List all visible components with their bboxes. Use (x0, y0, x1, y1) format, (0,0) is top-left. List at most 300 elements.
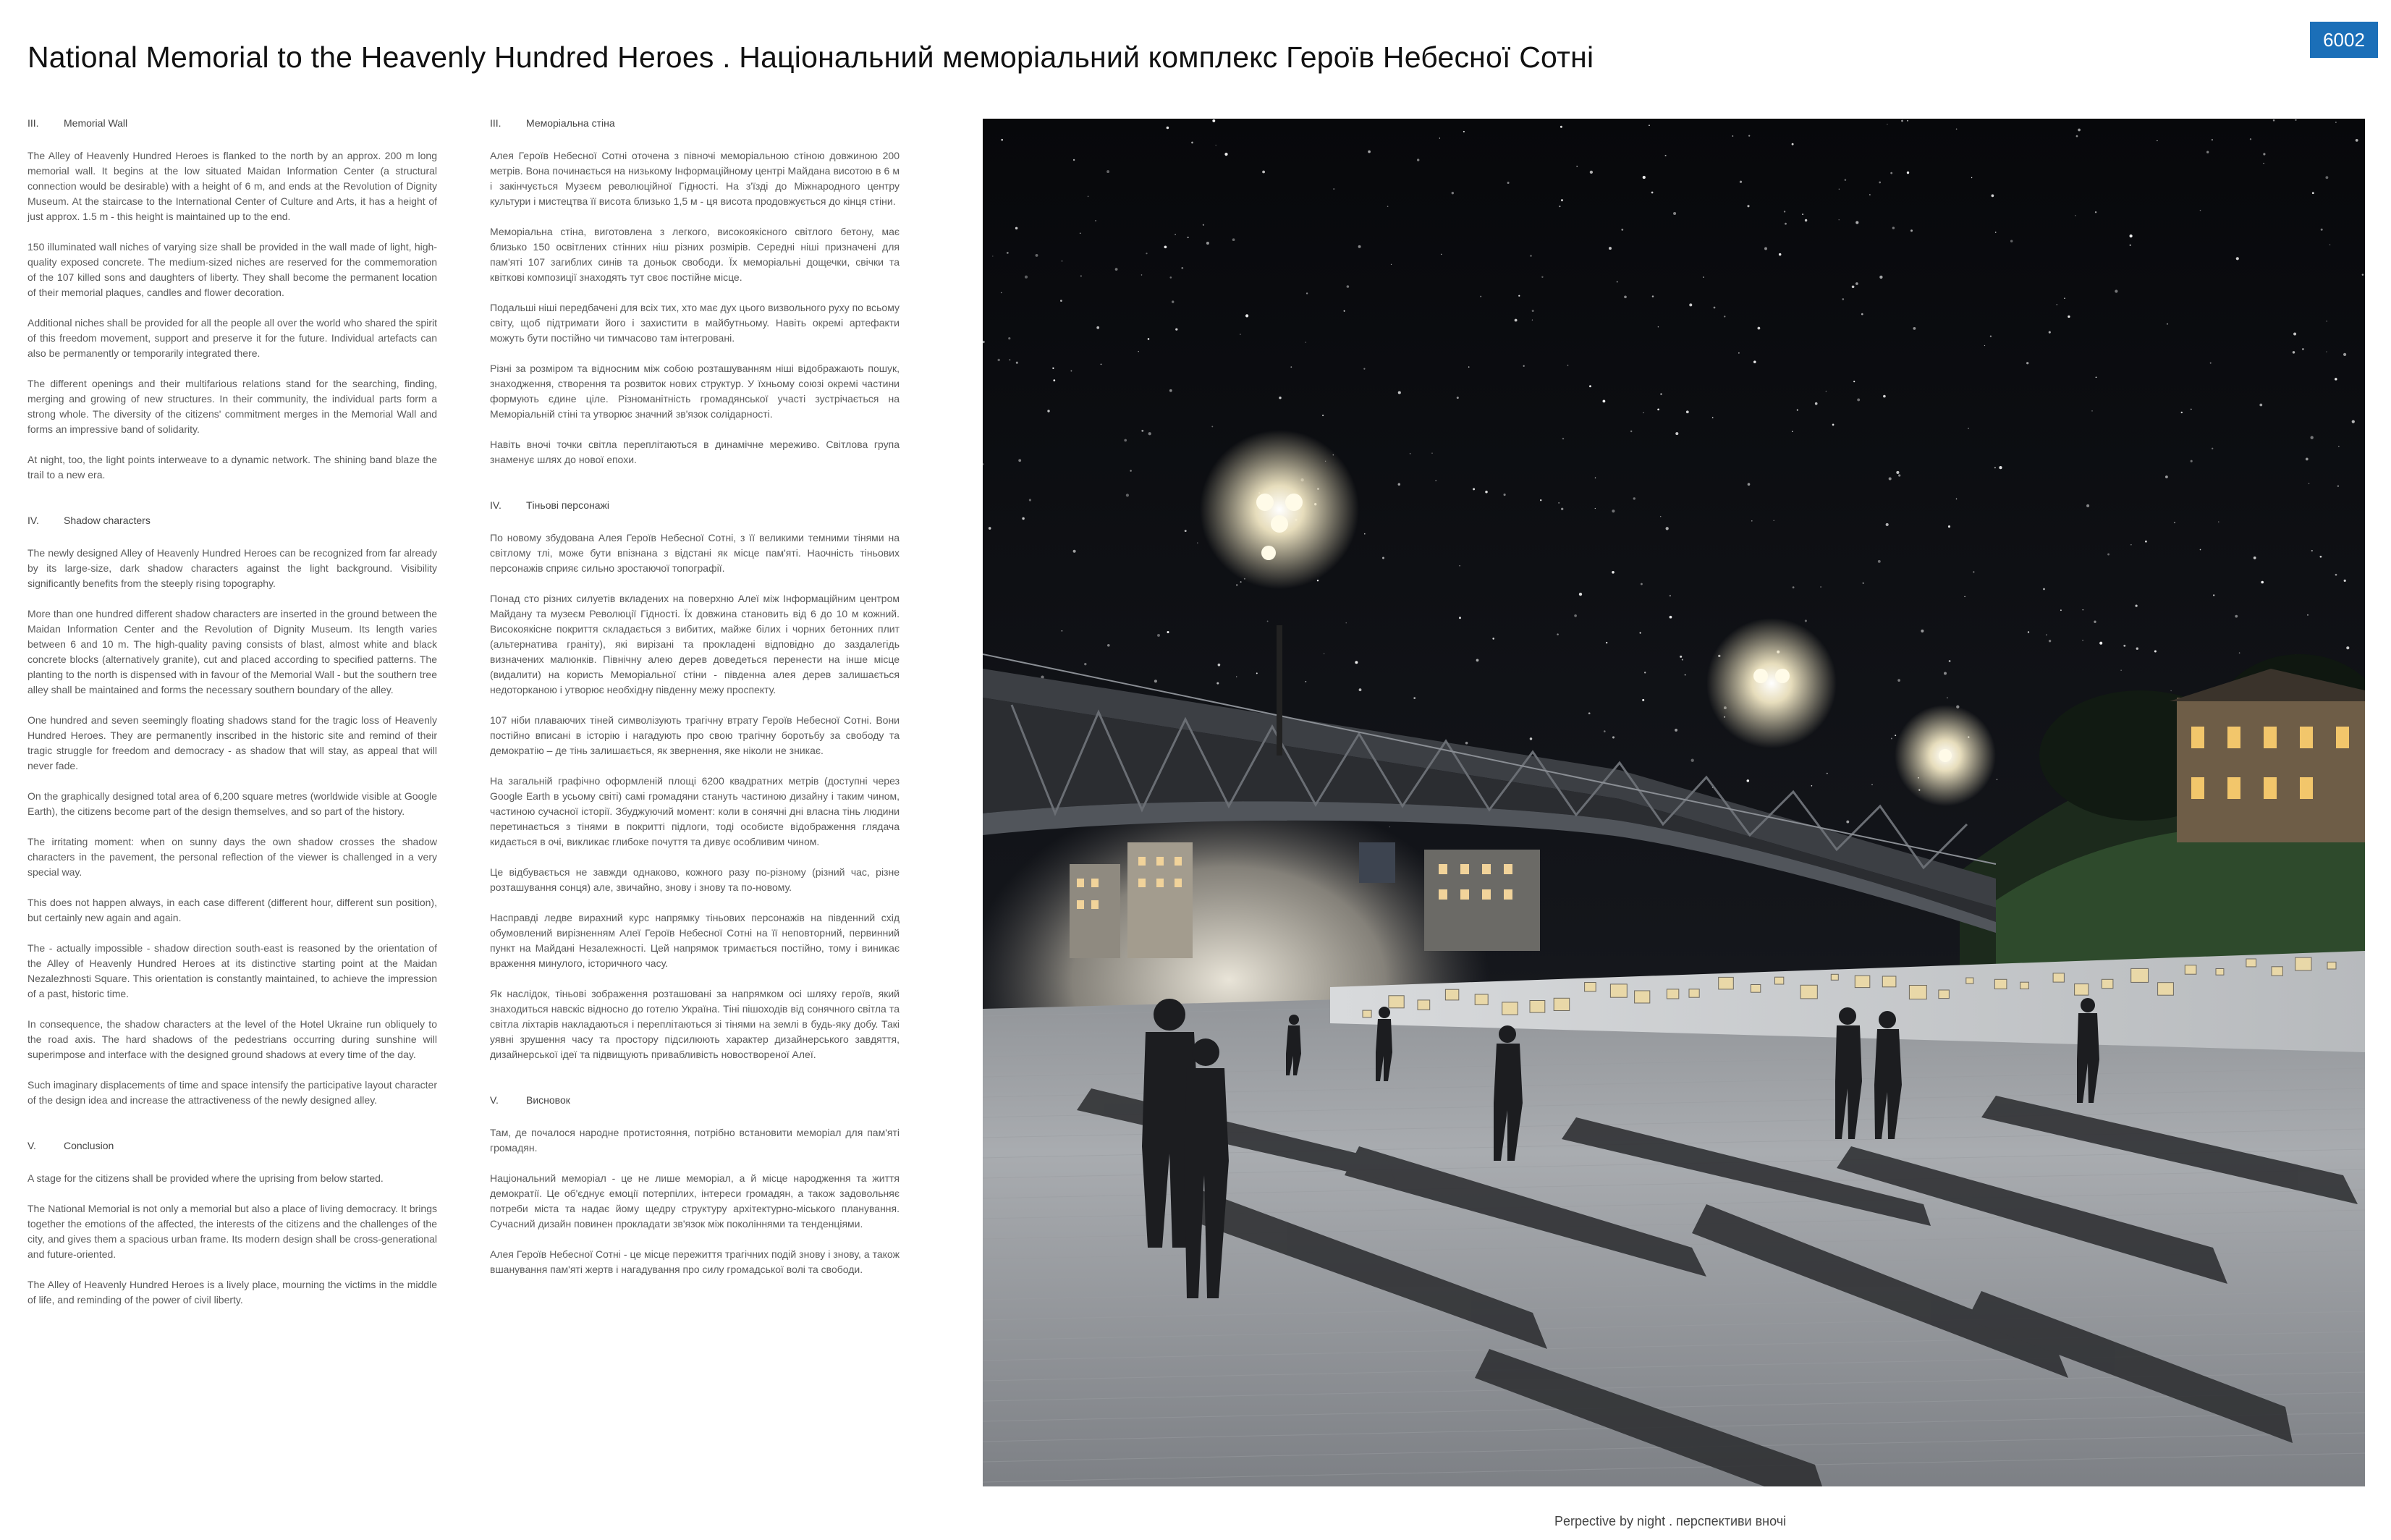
star (2075, 215, 2076, 216)
star (1523, 365, 1525, 367)
star (1892, 227, 1895, 229)
star (1949, 660, 1951, 662)
star (2010, 240, 2013, 242)
star (2135, 604, 2137, 606)
paragraph: The different openings and their multifarious relations stand for the searching, finding, merging and growing of new structures. In their community, the individual parts form a strong whole. The diversity of the citizens' commitment merges in the Memorial Wall and forms an impressive band of solidarity. (27, 378, 437, 435)
star (1802, 213, 1803, 215)
star (1355, 661, 1358, 664)
star (1649, 124, 1650, 126)
paragraph: Національний меморіал - це не лише меморіал, а й місце народження та життя демократії. Це об'єднує емоції потерпілих, інтереси громадян, а також задовольняє потреби міста та надає йому щедру структуру архітектурно-міського планування. Сучасний дизайн повинен прокладати зв'язок між поколіннями та тенденціями. (490, 1172, 900, 1230)
section-number: V. (27, 1140, 36, 1151)
star (1029, 499, 1031, 501)
star (1518, 295, 1520, 297)
star (1218, 664, 1221, 667)
star (2362, 274, 2364, 276)
star (1792, 431, 1793, 432)
star (1826, 391, 1827, 392)
star (2239, 652, 2240, 653)
paragraph: This does not happen always, in each case different (different hour, different sun position), but certainly new again and again. (27, 897, 437, 923)
star (2049, 640, 2051, 642)
wall-niche (1689, 989, 1699, 997)
paragraph: 107 ніби плаваючих тіней символізують трагічну втрату Героїв Небесної Сотні. Вони постійно вписані в історію і нагадують про свою трагічну боротьбу за свободу та демократію – де тінь залишається, як звернення, яке ніколи не зникає. (490, 714, 900, 756)
wall-niche (1363, 1010, 1371, 1018)
star (2273, 119, 2275, 122)
star (1913, 327, 1916, 330)
wall-niche (2158, 983, 2174, 996)
star (1682, 659, 1683, 661)
star (1878, 560, 1881, 563)
star (1871, 784, 1872, 785)
paragraph: На загальній графічно оформленій площі 6200 квадратних метрів (доступні через Google Earth в усьому світі) самі громадяни стануть частиною дизайну і таким чином, частиною сучасної історії. Збуджуючий момент: коли в сонячні дні власна тінь людини перетинається з тінями в покритті підлоги, тоді особисте відображення глядача кидається в очі, викликає глибоке почуття та дивує особливим чином. (490, 775, 900, 847)
star (1346, 622, 1347, 623)
page-title: National Memorial to the Heavenly Hundred Heroes . Національний меморіальний комплекс Героїв Небесної Сотні (27, 41, 1594, 74)
star (2094, 621, 2096, 623)
star (1948, 525, 1950, 528)
star (1410, 453, 1411, 454)
star (1612, 736, 1615, 738)
star (1839, 189, 1840, 190)
star (1492, 638, 1494, 640)
star (2235, 615, 2238, 618)
paragraph: Additional niches shall be provided for all the people all over the world who shared the spirit of this freedom movement, support and preserve it for the future. Individual artefacts can also be permanently or temporarily integrated there. (27, 317, 437, 359)
star (1560, 126, 1562, 128)
star (2043, 588, 2045, 591)
star (1107, 644, 1110, 647)
star (1797, 410, 1798, 411)
star (2167, 323, 2168, 325)
section-number: III. (27, 117, 39, 129)
city-building (1070, 864, 1120, 958)
paragraph: 150 illuminated wall niches of varying size shall be provided in the wall made of light, high-quality exposed concrete. The medium-sized niches are reserved for the commemoration of the 107 killed sons and daughters of liberty. They shall become the permanent location of their memorial plaques, candles and flower decoration. (27, 241, 437, 298)
paragraph: Алея Героїв Небесної Сотні - це місце пережиття трагічних подій знову і знову, а також вшанування пам'яті жертв і нагадування про силу громадської волі та свободи. (490, 1248, 900, 1275)
star (1095, 220, 1096, 221)
star (1670, 595, 1671, 596)
star (1898, 474, 1900, 476)
star (2295, 119, 2296, 121)
star (1232, 238, 1235, 241)
star (1435, 480, 1436, 481)
star (1062, 261, 1063, 262)
star (1863, 583, 1864, 584)
wall-niche (2216, 969, 2224, 976)
star (1992, 195, 1994, 198)
paragraph: The National Memorial is not only a memorial but also a place of living democracy. It brings together the emotions of the affected, the interests of the citizens and the challenges of the city, and gives them a spacious urban frame. Its modern design shall be cross-generational and future-oriented. (27, 1203, 437, 1260)
star (2049, 331, 2051, 334)
star (1126, 494, 1129, 496)
star (2306, 458, 2309, 461)
wall-niche (1994, 979, 2007, 989)
star (1855, 221, 1858, 224)
star (1382, 557, 1384, 559)
star (1602, 399, 1605, 402)
star (1907, 172, 1909, 174)
star (1910, 229, 1913, 232)
star (1530, 255, 1532, 257)
star (2154, 650, 2157, 652)
star (1642, 699, 1644, 701)
star (1747, 779, 1750, 782)
star (1172, 300, 1174, 302)
star (1561, 508, 1563, 510)
wall-niche (1418, 1000, 1430, 1010)
star (1853, 381, 1855, 382)
star (1452, 192, 1454, 194)
wall-niche (2295, 957, 2311, 970)
star (1185, 530, 1187, 532)
star (1651, 192, 1654, 194)
star (2191, 460, 2193, 462)
wall-niche (1775, 977, 1784, 984)
star (1633, 497, 1635, 499)
star (992, 255, 993, 256)
section-heading (27, 1138, 437, 1154)
star (1857, 398, 1860, 401)
star (1558, 502, 1560, 504)
star (1070, 371, 1072, 372)
star (1398, 483, 1401, 486)
star (1815, 402, 1818, 405)
star (1712, 417, 1714, 418)
section-memorial-wall-ua (490, 116, 900, 468)
star (1896, 471, 1899, 474)
star (1738, 352, 1740, 354)
star (2254, 557, 2256, 559)
star (1621, 229, 1623, 231)
star (1124, 439, 1127, 442)
star (1612, 571, 1615, 574)
star (1459, 617, 1461, 619)
star (1322, 415, 1324, 416)
star (1541, 276, 1543, 278)
star (2261, 581, 2264, 584)
star (2335, 122, 2337, 123)
star (2311, 550, 2313, 551)
star (1256, 672, 1258, 674)
star (1947, 697, 1948, 698)
paragraph: Різні за розміром та відносним між собою розташуванням ніші відображають пошук, знаходження, створення та розвиток нових структур. У їхньому союзі окремі частини формують єдине ціле. Різноманітність громадянської участі зустрічається на Меморіальній стіні та утворює значний зв'язок солідарності. (490, 363, 900, 420)
wall-niche (1554, 998, 1570, 1010)
paragraph: Там, де почалося народне протистояння, потрібно встановити меморіал для пам'яті громадян. (490, 1127, 900, 1154)
star (1175, 234, 1176, 235)
star (1197, 542, 1198, 543)
star (1476, 659, 1479, 662)
star (1096, 326, 1099, 329)
building-right (2177, 698, 2365, 842)
star (2250, 138, 2251, 140)
section-shadow-characters-ua (490, 498, 900, 1062)
star (1368, 151, 1371, 153)
star (1609, 247, 1612, 250)
star (1883, 395, 1886, 398)
star (1212, 119, 1215, 122)
star (2099, 642, 2102, 645)
star (1990, 336, 1992, 337)
star (1557, 633, 1559, 635)
paragraph: The - actually impossible - shadow direction south-east is reasoned by the orientation of the Alley of Heavenly Hundred Heroes at its distinctive starting point at the Maidan Nezalezhnosti Square. This orientation is constantly maintained, to achieve the impression of a past, historic time. (27, 942, 437, 999)
star (1579, 593, 1582, 596)
star (1842, 298, 1844, 300)
star (1643, 176, 1646, 179)
star (2236, 257, 2239, 260)
paragraph: At night, too, the light points interweave to a dynamic network. The shining band blaze the trail to a new era. (27, 454, 437, 481)
star (1053, 379, 1055, 381)
wall-niche (1939, 990, 1950, 999)
star (2335, 378, 2337, 381)
star (2344, 580, 2346, 582)
wall-niche (1635, 991, 1650, 1003)
star (2343, 353, 2346, 356)
star (1604, 730, 1606, 732)
star (1576, 166, 1578, 167)
star (1612, 509, 1615, 512)
star (1897, 679, 1900, 682)
star (1595, 508, 1596, 509)
star (1007, 252, 1009, 254)
star (1895, 735, 1896, 736)
star (1167, 631, 1169, 633)
section-conclusion (27, 1138, 437, 1308)
star (1363, 368, 1365, 369)
star (2115, 289, 2117, 292)
section-title: Conclusion (64, 1140, 114, 1151)
star (1724, 316, 1725, 317)
star (2076, 135, 2078, 138)
star (1507, 182, 1510, 184)
section-heading (490, 116, 900, 131)
paragraph: The Alley of Heavenly Hundred Heroes is a lively place, mourning the victims in the middle of life, and reminding of the power of civil liberty. (27, 1279, 437, 1306)
wall-niche (1831, 974, 1838, 980)
star (1141, 274, 1143, 276)
star (1562, 438, 1564, 439)
star (1391, 264, 1392, 265)
star (1169, 276, 1172, 279)
star (2120, 670, 2121, 671)
star (1652, 295, 1654, 297)
star (2086, 504, 2089, 507)
wall-niche (2075, 984, 2089, 996)
star (2259, 404, 2262, 407)
star (1344, 310, 1345, 312)
star (1673, 212, 1676, 215)
star (1793, 586, 1795, 588)
star (1088, 196, 1089, 198)
star (1115, 268, 1118, 271)
star (1785, 223, 1787, 225)
star (1141, 430, 1143, 432)
star (2046, 634, 2047, 635)
star (1148, 432, 1151, 435)
sheet-number-badge: 6002 (2310, 22, 2378, 58)
star (1001, 292, 1002, 294)
star (997, 359, 999, 361)
star (2130, 234, 2133, 237)
star (1062, 630, 1063, 632)
star (1016, 362, 1018, 364)
star (1106, 170, 1109, 173)
section-heading (490, 498, 900, 513)
star (1532, 320, 1533, 321)
star (1236, 584, 1237, 585)
star (1431, 452, 1433, 454)
star (1686, 410, 1689, 413)
star (1779, 253, 1781, 255)
star (1060, 300, 1062, 302)
star (1832, 424, 1834, 426)
section-memorial-wall (27, 116, 437, 483)
wall-niche (2272, 967, 2282, 976)
star (2335, 574, 2337, 576)
star (1267, 620, 1269, 622)
star (1764, 248, 1767, 250)
star (1890, 172, 1892, 174)
video-screen (1359, 842, 1395, 883)
star (989, 527, 991, 530)
star (1305, 681, 1307, 682)
paragraph: Насправді ледве вирахний курс напрямку тіньових персонажів на південний схід обумовлений вирізненням Алеї Героїв Небесної Сотні на її неповторний, первинний пункт на Майдані Незалежності. Цей напрямок тримається постійно, тому і виникає враження минулого, історичного часу. (490, 912, 900, 969)
star (1216, 682, 1219, 685)
star (1811, 785, 1813, 787)
paragraph: The Alley of Heavenly Hundred Heroes is flanked to the north by an approx. 200 m long memorial wall. It begins at the low situated Maidan Information Center (a structural connection would be desirable) with a height of 6 m, and ends at the Revolution of Dignity Museum. At the staircase to the International Center of Culture and Arts, it has a height of just approx. 1.5 m - this height is maintained up to the end. (27, 150, 437, 222)
star (1869, 194, 1871, 195)
star (1660, 516, 1662, 517)
lamp-post (1895, 705, 1996, 806)
wall-niche (1610, 984, 1627, 997)
star (1689, 303, 1692, 306)
star (1590, 171, 1593, 174)
star (2170, 690, 2171, 691)
paragraph: Понад сто різних силуетів вкладених на поверхню Алеї між Інформаційним центром Майдану та музеєм Революції Гідності. Їх довжина становить від 6 до 10 м кожний. Високоякісне покриття складається з вибитих, майже білих і чорних бетонних плит (альтернатива граніту), які вирізані та прокладені відповідно до заздалегідь визначених малюнків. Північну алею дерев доведеться перенести на інше місце (видалити) на користь Меморіальної стіни - південна алея дерев залишається недоторканою і утворює необхідну південну межу проспекту. (490, 593, 900, 695)
star (2320, 556, 2322, 558)
wall-niche (1389, 996, 1404, 1008)
star (1805, 219, 1807, 221)
star (1670, 616, 1672, 619)
star (1188, 237, 1189, 238)
star (1748, 483, 1751, 486)
star (1262, 171, 1265, 174)
star (1465, 742, 1468, 745)
section-heading (490, 1093, 900, 1108)
star (1018, 459, 1021, 462)
star (1364, 533, 1366, 535)
star (1658, 326, 1659, 327)
wall-niche (1909, 986, 1926, 999)
star (1389, 826, 1390, 827)
star (1984, 345, 1985, 346)
star (2174, 522, 2175, 523)
paragraph: On the graphically designed total area of 6,200 square metres (worldwide visible at Google Earth), the citizens become part of the design themselves, and so part of the history. (27, 790, 437, 817)
star (1641, 583, 1643, 585)
section-heading (27, 513, 437, 528)
star (1290, 366, 1292, 368)
wall-niche (1475, 994, 1488, 1004)
star (2206, 151, 2209, 153)
section-title: Memorial Wall (64, 117, 128, 129)
star (1504, 494, 1506, 496)
star (1532, 310, 1534, 312)
star (1792, 143, 1794, 145)
star (1206, 242, 1209, 245)
paragraph: A stage for the citizens shall be provided where the uprising from below started. (27, 1172, 384, 1184)
star (1944, 672, 1947, 675)
star (2083, 609, 2084, 611)
section-number: III. (490, 117, 502, 129)
star (1624, 295, 1627, 298)
star (1747, 205, 1749, 207)
star (1846, 821, 1849, 824)
star (1964, 596, 1965, 597)
paragraph: По новому збудована Алея Героїв Небесної Сотні, з її великими темними тінями на світлому тлі, може бути впізнана з відстані як місце пам'яті. Наочність тіньових персонажів сприяє сильно зростаючої топографії. (490, 532, 900, 574)
section-heading (27, 116, 437, 131)
star (2321, 229, 2323, 231)
section-number: V. (490, 1094, 499, 1106)
star (2263, 153, 2265, 155)
star (1146, 253, 1147, 254)
star (1398, 391, 1401, 394)
star (1714, 307, 1716, 309)
star (1417, 158, 1419, 161)
wall-niche (1855, 976, 1870, 987)
star (1891, 738, 1892, 740)
star (1561, 199, 1563, 201)
star (2302, 348, 2304, 350)
star (1480, 296, 1481, 297)
star (1879, 182, 1881, 184)
wall-niche (1445, 989, 1458, 1000)
star (1665, 155, 1667, 156)
section-shadow-characters (27, 513, 437, 1108)
wall-niche (1800, 985, 1817, 999)
section-number: IV. (27, 515, 39, 526)
star (1758, 327, 1761, 330)
wall-niche (1530, 1001, 1545, 1013)
star (1211, 426, 1213, 427)
star (2136, 648, 2138, 650)
star (1784, 211, 1785, 212)
star (1001, 139, 1003, 141)
star (1540, 499, 1541, 501)
star (2181, 412, 2183, 413)
star (1675, 432, 1678, 435)
star (1441, 254, 1442, 255)
star (2326, 351, 2327, 352)
star (1459, 565, 1460, 567)
paragraph: Подальші ніші передбачені для всіх тих, хто має дух цього визвольного руху по всьому світу, щоб підтримати його і захистити в майбутньому. Навіть окремі артефакти можуть бути постійно чи тимчасово там інтегровані. (490, 302, 900, 344)
star (2200, 549, 2201, 551)
star (1748, 135, 1750, 136)
star (1889, 477, 1892, 480)
paragraph: The newly designed Alley of Heavenly Hundred Heroes can be recognized from far already by its large-size, dark shadow characters against the light background. Visibility significantly benefits from the steeply rising topography. (27, 547, 437, 589)
paragraph: Меморіальна стіна, виготовлена з легкого, високоякісного світлого бетону, має близько 150 освітлених стінних ніш різних розмірів. Середні ніші призначені для пам'яті 107 загиблих синів та доньок свободи. Їх меморіальні дощечки, свічки та квіткові композиції знаходять тут своє постійне місце. (490, 226, 900, 283)
star (1675, 729, 1677, 732)
wall-niche (1502, 1002, 1518, 1015)
star (1640, 632, 1641, 634)
star (2200, 210, 2201, 211)
wall-niche (2327, 962, 2336, 969)
star (1574, 614, 1577, 617)
star (1130, 470, 1132, 472)
star (2312, 192, 2314, 194)
wall-niche (2131, 968, 2149, 982)
star (1732, 135, 1734, 137)
star (2130, 245, 2131, 246)
star (2311, 436, 2314, 439)
star (1617, 281, 1618, 282)
star (1999, 466, 2002, 469)
star (1047, 410, 1049, 412)
star (1036, 254, 1038, 257)
star (2307, 614, 2309, 616)
star (1588, 712, 1591, 714)
